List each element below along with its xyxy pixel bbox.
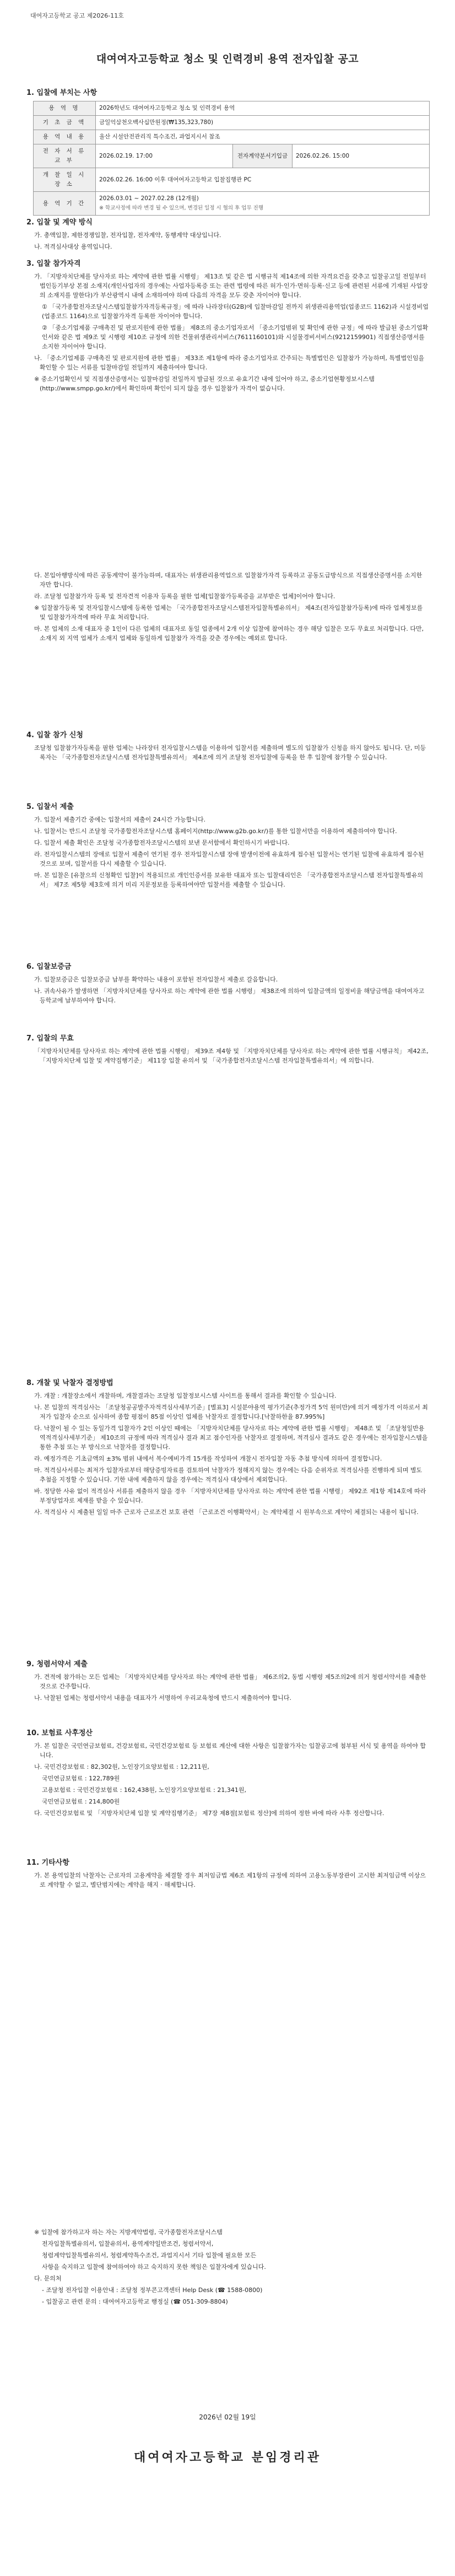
- paragraph: 라. 조달청 입찰참가자 등록 및 전자견적 이용자 등록을 필한 업체[입찰참가등록증을 교부받은 업체]이어야 합니다.: [34, 593, 335, 600]
- paragraph: 국민연금보험료 : 214,800원: [42, 1798, 120, 1805]
- info-table: [33, 101, 430, 216]
- table-row: [34, 192, 430, 216]
- row-label: 용 역 명: [34, 101, 96, 116]
- section-title: 1. 입찰에 부치는 사항: [26, 89, 98, 97]
- section-3-cont: [26, 571, 429, 645]
- row-label: 용 역 내 용: [34, 130, 96, 144]
- period-note: ※ 학교사정에 따라 변경 될 수 있으며, 변경된 일정 시 협의 후 업무 진행: [99, 205, 264, 211]
- paragraph: 나. 귀속사유가 발생하면 「지방자치단체를 당사자로 하는 계약에 관한 법률 시행령」 제38조에 의하여 입찰금액의 일정비율 해당금액을 대여여자고등학교에 납부하여야 합니다.: [34, 988, 425, 1004]
- paragraph: 다. 국민건강보험료 및 「지방자치단체 입찰 및 계약집행기준」 제7장 제8절[보험료 정산]에 의하여 정한 바에 따라 사후 정산합니다.: [34, 1810, 384, 1817]
- paragraph: 고용보험료 : 국민건강보험료 : 162,438원, 노인장기요양보험료 : 21,341원,: [42, 1786, 246, 1794]
- section-5: [26, 802, 429, 892]
- section-4: [26, 731, 429, 764]
- table-row: [34, 130, 430, 144]
- section-title: 8. 개찰 및 낙찰자 결정방법: [26, 1379, 113, 1387]
- contact-line: - 조달청 전자입찰 이용안내 : 조달청 정부콘고객센터 Help Desk (☎ 1588-0800): [42, 2287, 263, 2294]
- table-row: [34, 116, 430, 130]
- section-title: 7. 입찰의 무효: [26, 1034, 74, 1043]
- paragraph: 전자입찰특별유의서, 입찰유의서, 용역계약일반조건, 청렴서약서,: [42, 2240, 214, 2247]
- section-7: [26, 1034, 429, 1067]
- paragraph: 가. 개찰 : 개찰장소에서 개찰하며, 개찰결과는 조달청 입찰정보시스템 사이트를 통해서 결과를 확인할 수 있습니다.: [34, 1392, 337, 1399]
- paragraph: 나. 본 입찰의 적격심사는 「조달청공공발주자적격심사세부기준」[별표3] 시설분야용역 평가기준(추정가격 5억 원미만)에 의거 예정가격 이하로서 최저가 입찰자 순으로 심사하여 종합 평점이 85점 이상인 업체를 낙찰자로 결정합니다.[낙찰하한율 87.995%]: [34, 1404, 428, 1420]
- contact-line: - 입찰공고 관련 문의 : 대여여자고등학교 행정실 (☎ 051-309-8804): [42, 2298, 228, 2305]
- paragraph: 조달청 입찰참가자등록을 필한 업체는 나라장터 전자입찰시스템을 이용하여 입찰서를 제출하며 별도의 입찰참가 신청을 하지 않아도 됩니다. 단, 미등록자는 「국가종합전자조달시스템 전자입찰특별유의서」 제4조에 의거 조달청 전자입찰에 등록을 한 후 입찰에 참가할 수 있습니다.: [34, 744, 426, 761]
- paragraph: 사. 적격심사 시 제출된 일일 마주 근로자 근로조건 보호 관련 「근로조건 이행확약서」는 계약체결 시 원부속으로 계약이 체결되는 내용이 됩니다.: [34, 1509, 419, 1516]
- row-label: 용 역 기 간: [34, 192, 96, 216]
- section-2: [26, 218, 429, 254]
- paragraph: 가. 「지방자치단체를 당사자로 하는 계약에 관한 법률 시행령」 제13조 및 같은 법 시행규칙 제14조에 의한 자격요건을 갖추고 입찰공고일 전일부터 법인등기부상 본점 소재지(개인사업자의 경우에는 사업자등록증 또는 관련 법령에 따른 허가·인가·면허·등록·신고 등에 관련된 서류에 기재된 사업장의 소재지를 말한다)가 부산광역시 내에 소재하여야 하며 다음의 자격을 모두 갖춘 자이어야 합니다.: [34, 273, 428, 299]
- document-number: 대여자고등학교 공고 제2026-11호: [30, 12, 124, 19]
- row-value: 금일억삼천오백사십만원정(₩135,323,780): [96, 116, 430, 130]
- paragraph: 마. 본 입찰은 [유찰으의 신청확인 입찰]이 적용되므로 개인인증서를 보유한 대표자 또는 입찰대리인은 「국가종합전자조달시스템 전자입찰특별유의서」 제7조 제5항 제3호에 의거 미리 지문정보를 등록하여야만 입찰서를 제출할 수 있습니다.: [34, 872, 424, 888]
- row-value: 2026.02.19. 17:00: [96, 144, 233, 168]
- paragraph: 나. 입찰서는 반드시 조달청 국가종합전자조달시스템 홈페이지(http://www.g2b.go.kr/)를 통한 입찰서만을 이용하여 제출하여야 합니다.: [34, 828, 397, 835]
- paragraph: 라. 전자입찰시스템의 장애로 입찰서 제출이 연기된 경우 전자입찰시스템 장애 발생이전에 유효하게 접수된 입찰서는 연기된 입찰에 유효하게 접수된 것으로 보며, 입찰서를 다시 제출할 수 있습니다.: [34, 851, 424, 867]
- section-title: 2. 입찰 및 계약 방식: [26, 218, 93, 227]
- row-label: 전자계약분서기입금: [233, 144, 292, 168]
- paragraph: 바. 정당한 사유 없이 적격심사 서류를 제출하지 않을 경우 「지방자치단체를 당사자로 하는 계약에 관한 법률 시행령」 제92조 제1항 제14호에 따라 부정당업자로 제재를 받을 수 있습니다.: [34, 1488, 426, 1504]
- row-label: 전 자 서 류 교 부: [34, 144, 96, 168]
- row-value: 울산 시설안전관리직 특수조건, 과업지시서 참조: [96, 130, 430, 144]
- paragraph: 나. 낙찰된 업체는 청렴서약서 내용을 대표자가 서명하여 우리교육청에 반드시 제출하여야 합니다.: [34, 1694, 291, 1702]
- paragraph: 다. 낙찰이 될 수 있는 동일가격 입찰자가 2인 이상인 때에는 「지방자치단체를 당사자로 하는 계약에 관한 법률 시행령」 제48조 및 「조달청일반용역적격심사세부기준」 제10조의 규정에 따라 적격심사 결과 최고 점수인자를 낙찰자로 결정하며, 적격심사 결과도 같은 경우에는 전자입찰시스템을 통한 추첨 또는 부 방식으로 낙찰자를 결정합니다.: [34, 1425, 428, 1451]
- row-value: 2026학년도 대여여자고등학교 청소 및 인력경비 용역: [96, 101, 430, 116]
- paragraph: 가. 입찰보증금은 입찰보증금 납부를 확약하는 내용이 포함된 전자입찰서 제출로 갈음합니다.: [34, 976, 278, 983]
- paragraph: 나. 「중소기업제품 구매촉진 및 판로지원에 관한 법률」 제33조 제1항에 따라 중소기업자로 간주되는 특별법인은 입찰참가 가능하며, 특별법인임을 확인할 수 있는 서류를 입찰마감일 전일까지 제출하여야 합니다.: [34, 355, 425, 371]
- paragraph: 가. 견적에 참가하는 모든 업체는 「지방자치단체를 당사자로 하는 계약에 관한 법률」 제6조의2, 동법 시행령 제5조의2에 의거 청렴서약서를 제출한 것으로 간주합니다.: [34, 1673, 426, 1690]
- notice-section: [26, 2228, 429, 2309]
- section-title: 5. 입찰서 제출: [26, 803, 74, 811]
- row-label: 개 찰 일 시 장 소: [34, 168, 96, 192]
- section-3: [26, 259, 429, 395]
- section-11: [26, 1858, 429, 1892]
- paragraph: 라. 예정가격은 기초금액의 ±3% 범위 내에서 복수예비가격 15개를 작성하여 개찰시 전자입찰 자동 추첨 방식에 의하여 결정합니다.: [34, 1455, 382, 1462]
- paragraph: 가. 본 용역입찰의 낙찰자는 근로자의 고용계약을 체결할 경우 최저임금법 제6조 제1항의 규정에 의하여 고용노동부장관이 고시한 최저임금액 이상으로 계약할 수 없고, 별단범지에는 계약을 해지 · 해제합니다.: [34, 1872, 426, 1888]
- section-title: 4. 입찰 참가 신청: [26, 731, 83, 739]
- table-row: [34, 144, 430, 168]
- paragraph: 마. 본 업체의 소재 대표자 중 1인이 다른 업체의 대표자로 동일 업종에서 2개 이상 입찰에 참여하는 경우 해당 입찰은 모두 무효로 처리합니다. 다만, 소재지 외 지역 업체가 소재지 업체와 동일하게 입찰참가 자격을 갖춘 경우에는 예외로 합니다.: [34, 625, 424, 642]
- paragraph: ※ 입찰참가등록 및 전자입찰시스템에 등록한 업체는 「국가종합전자조달시스템전자입찰특별유의서」 제4조(전자입찰참가등록)에 따라 업체정보를 및 입찰참가자격에 따라 무효 처리합니다.: [34, 604, 423, 621]
- contact-heading: 다. 문의처: [34, 2275, 62, 2282]
- paragraph: ② 「중소기업제품 구매촉진 및 판로지원에 관한 법률」 제8조의 중소기업자로서 「중소기업범위 및 확인에 관한 규정」에 따라 발급된 중소기업확인서와 같은 법 제9조 및 시행령 제10조 규정에 의한 건물위생관리서비스(7611160101)와 시설물경비서비스(9212159901) 직접생산증명서를 소지한 자이어야 합니다.: [42, 324, 429, 350]
- section-title: 3. 입찰 참가자격: [26, 260, 81, 268]
- row-value: 2026.02.26. 15:00: [292, 144, 430, 168]
- paragraph: 청렴계약입찰특별유의서, 청렴계약특수조건, 과업지시서 기타 입찰에 필요한 모든: [42, 2252, 257, 2259]
- section-1: [26, 88, 429, 216]
- section-title: 9. 청렴서약서 제출: [26, 1660, 88, 1668]
- paragraph: 나. 적격심사대상 용역입니다.: [34, 243, 112, 250]
- paragraph: 가. 입찰서 제출기간 중에는 입찰서의 제출이 24시간 가능합니다.: [34, 816, 206, 823]
- table-row: [34, 168, 430, 192]
- paragraph: 다. 본입아행방식에 따른 공동계약이 불가능하며, 대표자는 위생관리용역업으로 입찰참가자격 등록하고 공동도급방식으로 직접생산증명서를 소지한 자만 합니다.: [34, 572, 422, 588]
- paragraph: ※ 입찰에 참가하고자 하는 자는 지방계약법령, 국가종합전자조달시스템: [34, 2229, 223, 2236]
- period-value: 2026.03.01 ~ 2027.02.28 (12개월): [99, 195, 199, 202]
- section-title: 11. 기타사항: [26, 1859, 69, 1867]
- announcement-date: 2026년 02월 19일: [199, 2413, 256, 2421]
- issuing-organization: 대여여자고등학교 분임경리관: [134, 2451, 321, 2465]
- section-title: 10. 보험료 사후정산: [26, 1729, 93, 1737]
- paragraph: 나. 국민건강보험료 : 82,302원, 노인장기요양보험료 : 12,211원,: [34, 1763, 209, 1770]
- paragraph: 다. 입찰서 제출 확인은 조달청 국가종합전자조달시스템의 보낸 문서함에서 확인하시기 바랍니다.: [34, 839, 290, 846]
- section-title: 6. 입찰보증금: [26, 963, 72, 971]
- paragraph: 「지방자치단체를 당사자로 하는 계약에 관한 법률 시행령」 제39조 제4항 및 「지방자치단체를 당사자로 하는 계약에 관한 법률 시행규칙」 제42조, 「지방자치단체 입찰 및 계약집행기준」 제11장 입찰 유의서 및 「국가종합전자조달시스템 전자입찰특별유의서」에 의합니다.: [34, 1048, 429, 1064]
- paragraph: ① 「국가종합전자조달시스템입찰참가자격등록규정」에 따라 나라장터(G2B)에 입찰마감일 전까지 위생관리용역업(업종코드 1162)과 시설경비업(업종코드 1164)으로 입찰참가자격 등록한 자이어야 합니다.: [42, 303, 429, 320]
- section-10: [26, 1729, 429, 1820]
- section-6: [26, 962, 429, 1007]
- paragraph: 가. 총액입찰, 제한경쟁입찰, 전자입찰, 전자계약, 동행계약 대상입니다.: [34, 232, 221, 239]
- paragraph: 사항을 숙지하고 입찰에 참여하여야 하고 숙지하지 못한 책임은 입찰자에게 있습니다.: [42, 2263, 266, 2271]
- page-title: 대여여자고등학교 청소 및 인력경비 용역 전자입찰 공고: [96, 53, 359, 65]
- paragraph: 마. 적격심사서류는 최저가 입찰자로부터 해당증빙자료를 검토하여 낙찰자가 정해지지 않는 경우에는 다음 순위자로 적격심사를 진행하게 되며 별도 추첨을 지정할 수 있습니다. 기한 내에 제출하지 않을 경우에는 적격심사 대상에서 제외합니다.: [34, 1467, 422, 1483]
- section-8: [26, 1378, 429, 1519]
- row-value: [96, 192, 430, 216]
- table-row: [34, 101, 430, 116]
- row-value: 2026.02.26. 16:00 이후 대여여자고등학교 입찰집행관 PC: [96, 168, 430, 192]
- row-label: 기 초 금 액: [34, 116, 96, 130]
- section-9: [26, 1660, 429, 1705]
- paragraph: ※ 중소기업확인서 및 직접생산증명서는 입찰마감일 전일까지 발급된 것으로 유효기간 내에 있어야 하고, 중소기업현황정보시스템(http://www.smpp.go.kr/)에서 확인하며 확인이 되지 않을 경우 입찰참가 자격이 없습니다.: [34, 375, 375, 392]
- paragraph: 국민연금보험료 : 122,789원: [42, 1775, 120, 1782]
- paragraph: 가. 본 입찰은 국민연금보험료, 건강보험료, 국민건강보험료 등 보험료 계산에 대한 사항은 입찰참가자는 입찰공고에 첨부된 서식 및 용역을 하여야 합니다.: [34, 1742, 426, 1759]
